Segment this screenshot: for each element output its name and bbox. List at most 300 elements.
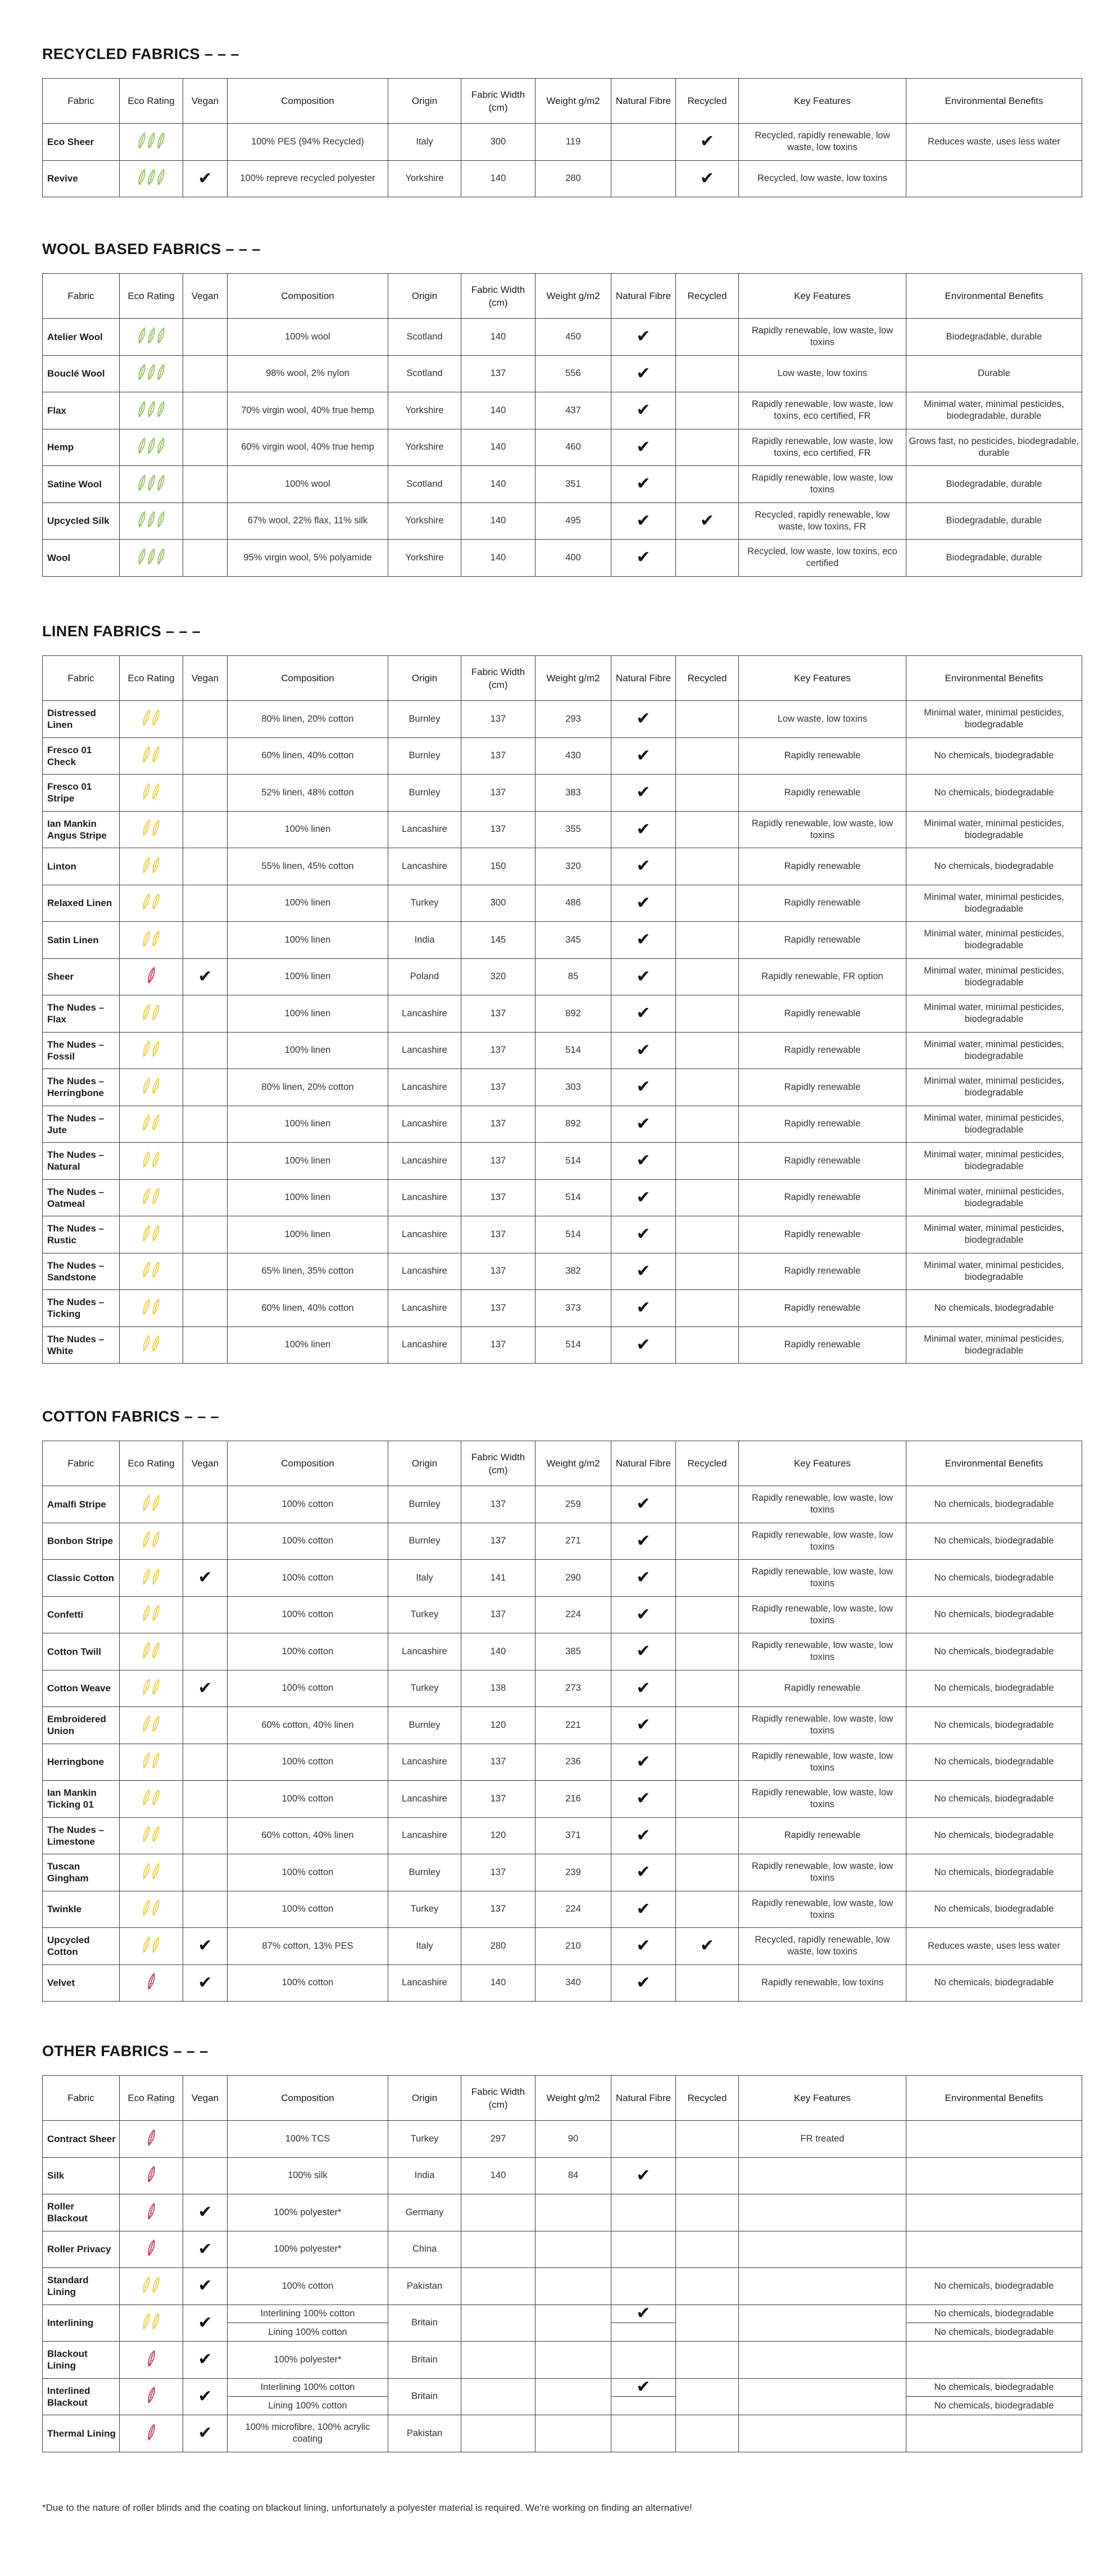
column-header: Key Features (739, 1441, 906, 1486)
empty-cell (676, 1523, 739, 1560)
check-icon: ✔ (183, 2231, 228, 2268)
origin: Yorkshire (388, 160, 461, 197)
weight (535, 2415, 611, 2452)
empty-cell (183, 540, 228, 577)
leaf-icon (142, 1077, 151, 1094)
key-features: Rapidly renewable, low waste, low toxins (739, 1891, 906, 1928)
eco-rating (120, 502, 183, 540)
origin: Burnley (388, 1486, 461, 1523)
empty-cell (676, 1290, 739, 1327)
fabric-name: Cotton Weave (43, 1670, 120, 1707)
leaf-icon (157, 510, 165, 528)
table-row (43, 1928, 1082, 1965)
column-header: Recycled (676, 2076, 739, 2121)
fabric-width: 145 (461, 922, 535, 959)
key-features (739, 2231, 906, 2268)
column-header: Vegan (183, 274, 228, 319)
fabric-name: Herringbone (43, 1744, 120, 1781)
table-row (43, 2157, 1082, 2194)
fabric-width: 137 (461, 811, 535, 848)
eco-rating (120, 775, 183, 812)
leaf-icon (152, 930, 160, 947)
column-header: Composition (228, 656, 388, 701)
eco-rating (120, 2305, 183, 2342)
environmental-benefits: Minimal water, minimal pesticides, biodegradable (906, 1106, 1082, 1143)
check-icon: ✔ (676, 502, 739, 540)
weight: 556 (535, 355, 611, 392)
table-row (43, 540, 1082, 577)
key-features: Rapidly renewable, low waste, low toxins (739, 1560, 906, 1597)
leaf-icon (152, 1003, 160, 1021)
eco-rating (120, 701, 183, 738)
empty-cell (676, 1707, 739, 1744)
environmental-benefits: Minimal water, minimal pesticides, biodegradable, durable (906, 392, 1082, 429)
eco-rating (120, 995, 183, 1033)
check-icon: ✔ (611, 355, 676, 392)
empty-cell (676, 1106, 739, 1143)
check-icon: ✔ (611, 502, 676, 540)
check-icon: ✔ (611, 1106, 676, 1143)
weight: 210 (535, 1928, 611, 1965)
leaf-icon (142, 709, 151, 726)
eco-rating-leaves (142, 782, 161, 800)
weight: 271 (535, 1523, 611, 1560)
fabric-name: The Nudes – Limestone (43, 1817, 120, 1854)
empty-cell (183, 1486, 228, 1523)
leaf-icon (157, 474, 165, 491)
composition: 60% cotton, 40% linen (228, 1707, 388, 1744)
empty-cell (676, 775, 739, 812)
leaf-icon (152, 1040, 160, 1057)
check-icon: ✔ (183, 1964, 228, 2002)
weight: 400 (535, 540, 611, 577)
table-row (43, 2231, 1082, 2268)
leaf-icon (152, 1641, 160, 1659)
empty-cell (676, 1069, 739, 1106)
column-header: Fabric (43, 274, 120, 319)
eco-rating (120, 2378, 183, 2415)
eco-rating (120, 811, 183, 848)
column-header: Composition (228, 274, 388, 319)
check-icon: ✔ (611, 2378, 676, 2397)
empty-cell (183, 1781, 228, 1818)
key-features: Recycled, low waste, low toxins, eco certified (739, 540, 906, 577)
composition: 100% linen (228, 1179, 388, 1216)
table-row (43, 1891, 1082, 1928)
environmental-benefits: Minimal water, minimal pesticides, biodegradable (906, 995, 1082, 1033)
leaf-icon (152, 1224, 160, 1242)
composition: 100% cotton (228, 1670, 388, 1707)
key-features: Low waste, low toxins (739, 355, 906, 392)
column-header: Fabric (43, 656, 120, 701)
eco-rating (120, 1032, 183, 1069)
origin: Lancashire (388, 1633, 461, 1670)
eco-rating (120, 1891, 183, 1928)
weight: 273 (535, 1670, 611, 1707)
eco-rating-leaves (147, 2129, 156, 2146)
environmental-benefits: No chemicals, biodegradable (906, 2323, 1082, 2342)
environmental-benefits: No chemicals, biodegradable (906, 1781, 1082, 1818)
fabric-name: Classic Cotton (43, 1560, 120, 1597)
fabric-width: 137 (461, 1143, 535, 1180)
fabric-width: 120 (461, 1817, 535, 1854)
key-features: Rapidly renewable (739, 1106, 906, 1143)
leaf-icon (142, 2312, 151, 2330)
eco-rating-leaves (147, 2239, 156, 2256)
fabric-width: 137 (461, 1744, 535, 1781)
leaf-icon (157, 400, 165, 418)
composition: 100% cotton (228, 2268, 388, 2305)
column-header: Weight g/m2 (535, 274, 611, 319)
environmental-benefits: Grows fast, no pesticides, biodegradable, durable (906, 429, 1082, 466)
empty-cell (183, 1707, 228, 1744)
fabric-width: 137 (461, 775, 535, 812)
fabric-width: 137 (461, 1216, 535, 1253)
key-features: Rapidly renewable, low waste, low toxins, eco certified, FR (739, 392, 906, 429)
eco-rating (120, 1179, 183, 1216)
key-features: Rapidly renewable (739, 1179, 906, 1216)
empty-cell (676, 1964, 739, 2002)
empty-cell (676, 2121, 739, 2158)
check-icon: ✔ (611, 775, 676, 812)
check-icon: ✔ (611, 1143, 676, 1180)
origin: Italy (388, 1928, 461, 1965)
leaf-icon (142, 1113, 151, 1131)
origin: Lancashire (388, 811, 461, 848)
fabric-width: 137 (461, 1486, 535, 1523)
environmental-benefits: Minimal water, minimal pesticides, biodegradable (906, 701, 1082, 738)
leaf-icon (152, 1298, 160, 1315)
column-header: Fabric (43, 1441, 120, 1486)
empty-cell (183, 922, 228, 959)
origin: China (388, 2231, 461, 2268)
leaf-icon (142, 1715, 151, 1732)
table-row (43, 502, 1082, 540)
key-features: Rapidly renewable (739, 848, 906, 885)
origin: Britain (388, 2378, 461, 2415)
eco-rating-leaves (142, 856, 161, 873)
header-row (43, 274, 1082, 319)
eco-rating-leaves (137, 474, 166, 491)
fabric-width: 137 (461, 1179, 535, 1216)
origin: Turkey (388, 2121, 461, 2158)
check-icon: ✔ (611, 1216, 676, 1253)
leaf-icon (142, 1604, 151, 1622)
table-row (43, 160, 1082, 197)
check-icon: ✔ (611, 429, 676, 466)
environmental-benefits: No chemicals, biodegradable (906, 1707, 1082, 1744)
empty-cell (676, 701, 739, 738)
empty-cell (183, 2157, 228, 2194)
leaf-icon (142, 1678, 151, 1695)
table-row (43, 1290, 1082, 1327)
leaf-icon (147, 474, 156, 491)
fabric-width (461, 2194, 535, 2231)
environmental-benefits: No chemicals, biodegradable (906, 1523, 1082, 1560)
eco-rating (120, 1486, 183, 1523)
header-row (43, 79, 1082, 124)
eco-rating (120, 392, 183, 429)
key-features: Rapidly renewable, low toxins (739, 1964, 906, 2002)
environmental-benefits (906, 2157, 1082, 2194)
fabric-name: Distressed Linen (43, 701, 120, 738)
column-header: Recycled (676, 656, 739, 701)
fabric-width: 137 (461, 355, 535, 392)
empty-cell (676, 1560, 739, 1597)
eco-rating (120, 885, 183, 922)
check-icon: ✔ (611, 1069, 676, 1106)
weight: 340 (535, 1964, 611, 2002)
composition: 98% wool, 2% nylon (228, 355, 388, 392)
key-features: Rapidly renewable, low waste, low toxins (739, 1744, 906, 1781)
eco-rating (120, 1216, 183, 1253)
weight: 383 (535, 775, 611, 812)
environmental-benefits: No chemicals, biodegradable (906, 848, 1082, 885)
eco-rating-leaves (142, 1334, 161, 1352)
empty-cell (183, 701, 228, 738)
empty-cell (611, 2121, 676, 2158)
weight: 371 (535, 1817, 611, 1854)
origin: Scotland (388, 355, 461, 392)
eco-rating (120, 1143, 183, 1180)
leaf-icon (147, 2239, 156, 2256)
key-features: Rapidly renewable, FR option (739, 958, 906, 995)
fabric-width: 280 (461, 1928, 535, 1965)
column-header: Key Features (739, 2076, 906, 2121)
fabric-name: Velvet (43, 1964, 120, 2002)
empty-cell (611, 2397, 676, 2415)
composition: 100% wool (228, 319, 388, 356)
eco-rating (120, 958, 183, 995)
leaf-icon (152, 1077, 160, 1094)
check-icon: ✔ (676, 1928, 739, 1965)
column-header: Weight g/m2 (535, 2076, 611, 2121)
leaf-icon (142, 819, 151, 836)
origin: Lancashire (388, 995, 461, 1033)
origin: Italy (388, 124, 461, 161)
empty-cell (183, 737, 228, 775)
key-features (739, 2194, 906, 2231)
empty-cell (676, 1891, 739, 1928)
weight: 303 (535, 1069, 611, 1106)
eco-rating-leaves (142, 709, 161, 726)
leaf-icon (152, 1936, 160, 1953)
column-header: Natural Fibre (611, 2076, 676, 2121)
empty-cell (676, 995, 739, 1033)
table-row (43, 958, 1082, 995)
fabric-name: Twinkle (43, 1891, 120, 1928)
leaf-icon (142, 1040, 151, 1057)
table-row (43, 1707, 1082, 1744)
key-features (739, 2342, 906, 2379)
composition: 100% cotton (228, 1744, 388, 1781)
check-icon: ✔ (676, 124, 739, 161)
check-icon: ✔ (676, 160, 739, 197)
leaf-icon (142, 1862, 151, 1880)
weight: 280 (535, 160, 611, 197)
column-header: Fabric (43, 2076, 120, 2121)
empty-cell (676, 848, 739, 885)
leaf-icon (138, 327, 146, 344)
fabric-name: Thermal Lining (43, 2415, 120, 2452)
section-title: OTHER FABRICS – – – (42, 2043, 208, 2059)
table-row (43, 1670, 1082, 1707)
column-header: Weight g/m2 (535, 79, 611, 124)
key-features: Rapidly renewable, low waste, low toxins (739, 1523, 906, 1560)
check-icon: ✔ (611, 1327, 676, 1364)
eco-rating-leaves (147, 2349, 156, 2367)
environmental-benefits: No chemicals, biodegradable (906, 1290, 1082, 1327)
fabric-width: 140 (461, 1633, 535, 1670)
composition: 100% linen (228, 1032, 388, 1069)
composition: 100% cotton (228, 1891, 388, 1928)
environmental-benefits: Minimal water, minimal pesticides, biodegradable (906, 811, 1082, 848)
header-row (43, 1441, 1082, 1486)
weight: 355 (535, 811, 611, 848)
fabric-name: The Nudes – Oatmeal (43, 1179, 120, 1216)
weight (535, 2305, 611, 2342)
check-icon: ✔ (611, 2305, 676, 2323)
leaf-icon (138, 474, 146, 491)
empty-cell (183, 1744, 228, 1781)
eco-rating (120, 1253, 183, 1290)
empty-cell (183, 1106, 228, 1143)
fabric-name: The Nudes – Natural (43, 1143, 120, 1180)
leaf-icon (152, 1678, 160, 1695)
weight: 85 (535, 958, 611, 995)
check-icon: ✔ (611, 1817, 676, 1854)
header-row (43, 656, 1082, 701)
environmental-benefits: Biodegradable, durable (906, 319, 1082, 356)
key-features: Rapidly renewable, low waste, low toxins (739, 1596, 906, 1633)
composition: 60% cotton, 40% linen (228, 1817, 388, 1854)
fabric-name: Satin Linen (43, 922, 120, 959)
fabric-name: Cotton Twill (43, 1633, 120, 1670)
leaf-icon (142, 1494, 151, 1511)
eco-rating (120, 1707, 183, 1744)
column-header: Composition (228, 2076, 388, 2121)
fabric-width: 140 (461, 319, 535, 356)
origin: Pakistan (388, 2268, 461, 2305)
table-row (43, 1216, 1082, 1253)
fabric-name: Confetti (43, 1596, 120, 1633)
composition: 100% cotton (228, 1596, 388, 1633)
check-icon: ✔ (611, 848, 676, 885)
empty-cell (611, 2323, 676, 2342)
empty-cell (676, 1670, 739, 1707)
eco-rating (120, 1327, 183, 1364)
column-header: Fabric Width (cm) (461, 79, 535, 124)
eco-rating (120, 1633, 183, 1670)
eco-rating-leaves (137, 132, 166, 149)
weight: 373 (535, 1290, 611, 1327)
fabric-name: Tuscan Gingham (43, 1854, 120, 1891)
composition: 100% microfibre, 100% acrylic coating (228, 2415, 388, 2452)
column-header: Environmental Benefits (906, 1441, 1082, 1486)
check-icon: ✔ (611, 319, 676, 356)
environmental-benefits: Minimal water, minimal pesticides, biodegradable (906, 1179, 1082, 1216)
empty-cell (611, 2231, 676, 2268)
leaf-icon (152, 1751, 160, 1769)
eco-rating (120, 319, 183, 356)
eco-rating (120, 848, 183, 885)
eco-rating-leaves (142, 1751, 161, 1769)
key-features: Rapidly renewable, low waste, low toxins (739, 811, 906, 848)
eco-rating-leaves (142, 1224, 161, 1242)
environmental-benefits (906, 2194, 1082, 2231)
eco-rating-leaves (142, 1298, 161, 1315)
empty-cell (676, 958, 739, 995)
table-row (43, 1596, 1082, 1633)
column-header: Environmental Benefits (906, 2076, 1082, 2121)
check-icon: ✔ (183, 1928, 228, 1965)
composition: 100% cotton (228, 1523, 388, 1560)
leaf-icon (138, 363, 146, 381)
origin: Burnley (388, 775, 461, 812)
check-icon: ✔ (611, 1670, 676, 1707)
leaf-icon (152, 1604, 160, 1622)
eco-rating-leaves (137, 168, 166, 185)
fabric-width: 141 (461, 1560, 535, 1597)
eco-rating (120, 2415, 183, 2452)
fabric-width: 140 (461, 502, 535, 540)
eco-rating-leaves (142, 930, 161, 947)
eco-rating-leaves (142, 2312, 161, 2330)
origin: Turkey (388, 1670, 461, 1707)
key-features: Rapidly renewable, low waste, low toxins (739, 1781, 906, 1818)
fabric-name: Linton (43, 848, 120, 885)
empty-cell (676, 2231, 739, 2268)
leaf-icon (152, 1862, 160, 1880)
origin: Burnley (388, 701, 461, 738)
eco-rating (120, 2268, 183, 2305)
empty-cell (183, 1216, 228, 1253)
eco-rating (120, 540, 183, 577)
fabric-width (461, 2231, 535, 2268)
column-header: Composition (228, 1441, 388, 1486)
leaf-icon (147, 2423, 156, 2441)
weight: 514 (535, 1327, 611, 1364)
column-header: Environmental Benefits (906, 79, 1082, 124)
leaf-icon (147, 2386, 156, 2403)
key-features: Rapidly renewable (739, 885, 906, 922)
leaf-icon (142, 1936, 151, 1953)
leaf-icon (152, 1531, 160, 1548)
weight: 239 (535, 1854, 611, 1891)
table-row (43, 1032, 1082, 1069)
empty-cell (676, 2157, 739, 2194)
fabric-width: 137 (461, 1596, 535, 1633)
eco-rating (120, 1670, 183, 1707)
fabric-name: Roller Privacy (43, 2231, 120, 2268)
fabric-width: 138 (461, 1670, 535, 1707)
column-header: Fabric (43, 79, 120, 124)
origin: Lancashire (388, 1069, 461, 1106)
leaf-icon (152, 1715, 160, 1732)
column-header: Eco Rating (120, 79, 183, 124)
empty-cell (676, 429, 739, 466)
fabric-width: 140 (461, 466, 535, 503)
leaf-icon (157, 547, 165, 565)
fabric-name: Amalfi Stripe (43, 1486, 120, 1523)
empty-cell (183, 1143, 228, 1180)
environmental-benefits: No chemicals, biodegradable (906, 775, 1082, 812)
origin: Lancashire (388, 1781, 461, 1818)
check-icon: ✔ (611, 1253, 676, 1290)
leaf-icon (157, 363, 165, 381)
column-header: Weight g/m2 (535, 1441, 611, 1486)
empty-cell (676, 1486, 739, 1523)
